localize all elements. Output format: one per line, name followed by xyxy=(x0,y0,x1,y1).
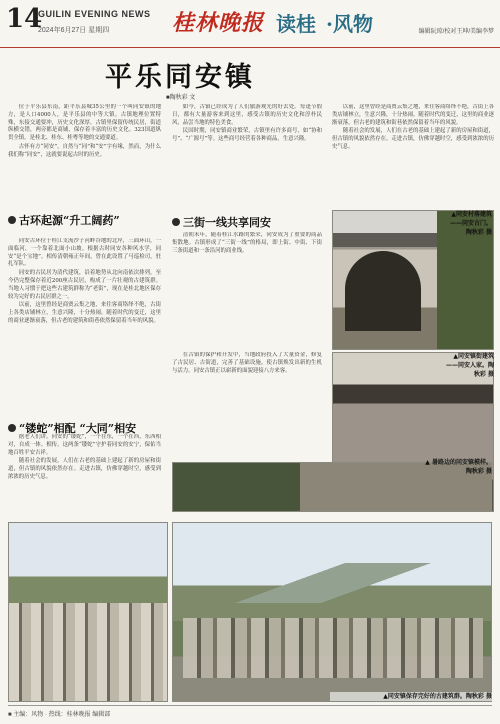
caption-town: ▲同安镇保存完好的古建筑群。陶秋彩 摄 xyxy=(330,692,492,701)
caption-tree: ▲ 暑路边的同安镇模样。陶秋彩 摄 xyxy=(425,459,492,475)
bullet-icon xyxy=(172,218,180,226)
paragraph: 民国时期，同安镇商业繁荣，古镇里有许多商号，如“协和号”、“广源号”等。这些商号经营着各种商品，生意兴隆。 xyxy=(172,128,322,143)
paragraph: 在古镇的保护和开发中，当地政府投入了大量资金，修复了古民居、古街道，完善了基础设施，使古镇焕发出新的生机与活力。同安古镇正以崭新的面貌迎接八方来客。 xyxy=(172,352,322,374)
paper-name: GUILIN EVENING NEWS xyxy=(38,9,151,19)
editor-credits: 编辑阮琼/校对王坤/美编李梦 xyxy=(418,29,494,35)
paragraph: 清朝末年，随着桂江水路的繁荣，同安成为了重要的商品集散地。古镇形成了“三街一线”的格局，即上街、中街、下街三条街道和一条沿河的商业线。 xyxy=(172,232,322,254)
paragraph: 据老人们讲，同安的“镂蛇”，一个在东，一个在西，东西相对，自成一体。相传，这两条“镂蛇”守护着同安的安宁，保佑当地百姓平安吉祥。 xyxy=(8,434,161,456)
paragraph: 以前，这里曾经是商贾云集之地，来往客商络绎不绝，古街上各类店铺林立，生意兴隆，十分热闹。随着时代的变迁，这里的商业逐渐衰落，但古老的建筑和街巷依然保留着当年的风貌。 xyxy=(332,104,494,126)
paragraph: 以前，这里曾经是商贾云集之地，来往客商络绎不绝，古街上各类店铺林立，生意兴隆，十分热闹。随着时代的变迁，这里的商业逐渐衰落，但古老的建筑和街巷依然保留着当年的风貌。 xyxy=(8,302,161,324)
article-title: 平乐同安镇 xyxy=(105,62,255,93)
page-number: 14 xyxy=(6,4,43,34)
photo-town-left xyxy=(8,522,168,702)
bullet-icon xyxy=(8,424,16,432)
paragraph: 如今，古镇已经成为了人们旅游观光的好去处。每逢节假日，都有大量游客来到这里，感受古镇的历史文化和淳朴民风，品尝当地的特色美食。 xyxy=(172,104,322,126)
article-byline: ■陶秋彩 文 xyxy=(166,95,196,101)
paragraph: 随着社会的发展，人们在古老的基础上建起了新的房屋和街道，但古镇的风貌依然存在。走进古镇，仿佛穿越时空，感受到浓浓的历史气息。 xyxy=(332,128,494,150)
subheading-2: “镂蛇”相配 “大同”相安 xyxy=(8,420,136,436)
article-body-part2 xyxy=(8,238,161,416)
photo-town-panorama xyxy=(172,522,492,702)
article-body-part4 xyxy=(172,104,322,212)
paragraph: 古怀有方“同安”，自然与“同”和“安”字有缘，然而，为什么我们称“同安”，这就要说起古时的历史。 xyxy=(8,143,161,158)
page-footer: ■ 主编：风物 · 热线：桂林晚报 编辑部 xyxy=(8,705,492,719)
paragraph: 同安古环位于桂江支流沙子河畔谷地的北岸，三面环山，一面临河，一个靠着北面小山坡。根据古时同安各种风水学，同安“是个宝地”。相传清朝雍正年间，曾在此设置了马巡检司，驻扎军队。 xyxy=(8,238,161,268)
article-body-part3 xyxy=(8,434,161,518)
article-body-part1 xyxy=(8,104,161,204)
subheading-3: 三街一线共享同安 xyxy=(172,214,271,230)
article-body-part5 xyxy=(172,232,322,332)
paragraph: 同安的古民居为清代建筑，沿着地势从北向南依次排列，至今仍完整保存着近200座古民居，构成了一片壮观的古建筑群。当地人习惯于把这些古建筑群称为“老街”，现在是桂北地区保存较为完好的古民居群之一。 xyxy=(8,270,161,300)
page-header xyxy=(0,0,500,48)
subheading-1: 古环起源“升工阔药” xyxy=(8,212,120,228)
issue-date: 2024年6月27日 星期四 xyxy=(38,27,110,34)
bullet-icon xyxy=(8,216,16,224)
article-body-part7 xyxy=(332,104,494,208)
section-subtitle: ·风物 xyxy=(326,12,373,36)
caption-building: ▲同安镇街建筑——同安人家。陶秋彩 摄 xyxy=(445,353,494,378)
newspaper-logo: 桂林晚报 xyxy=(172,10,265,36)
caption-gate: ▲同安村落建筑——同安古门。陶秋彩 摄 xyxy=(449,211,492,236)
paragraph: 位于平乐县东南，距平乐县城35公里的一个叫同安镇的地方，是人口4000人，是平乐县的中等大镇。古镇地理位置特殊，东接交通要冲，历史文化深厚。古镇里保留传统民居，街道纵横交错，两旁都是商铺，保存着丰富的历史文化。323国道纵贯全镇，是桂北、桂东、桂粤等地的交通要道。 xyxy=(8,104,161,142)
section-title: 读桂 xyxy=(276,12,316,36)
paragraph: 随着社会的发展，人们在古老的基础上建起了新的房屋和街道，但古镇的风貌依然存在。走进古镇，仿佛穿越时空，感受到浓浓的历史气息。 xyxy=(8,458,161,480)
